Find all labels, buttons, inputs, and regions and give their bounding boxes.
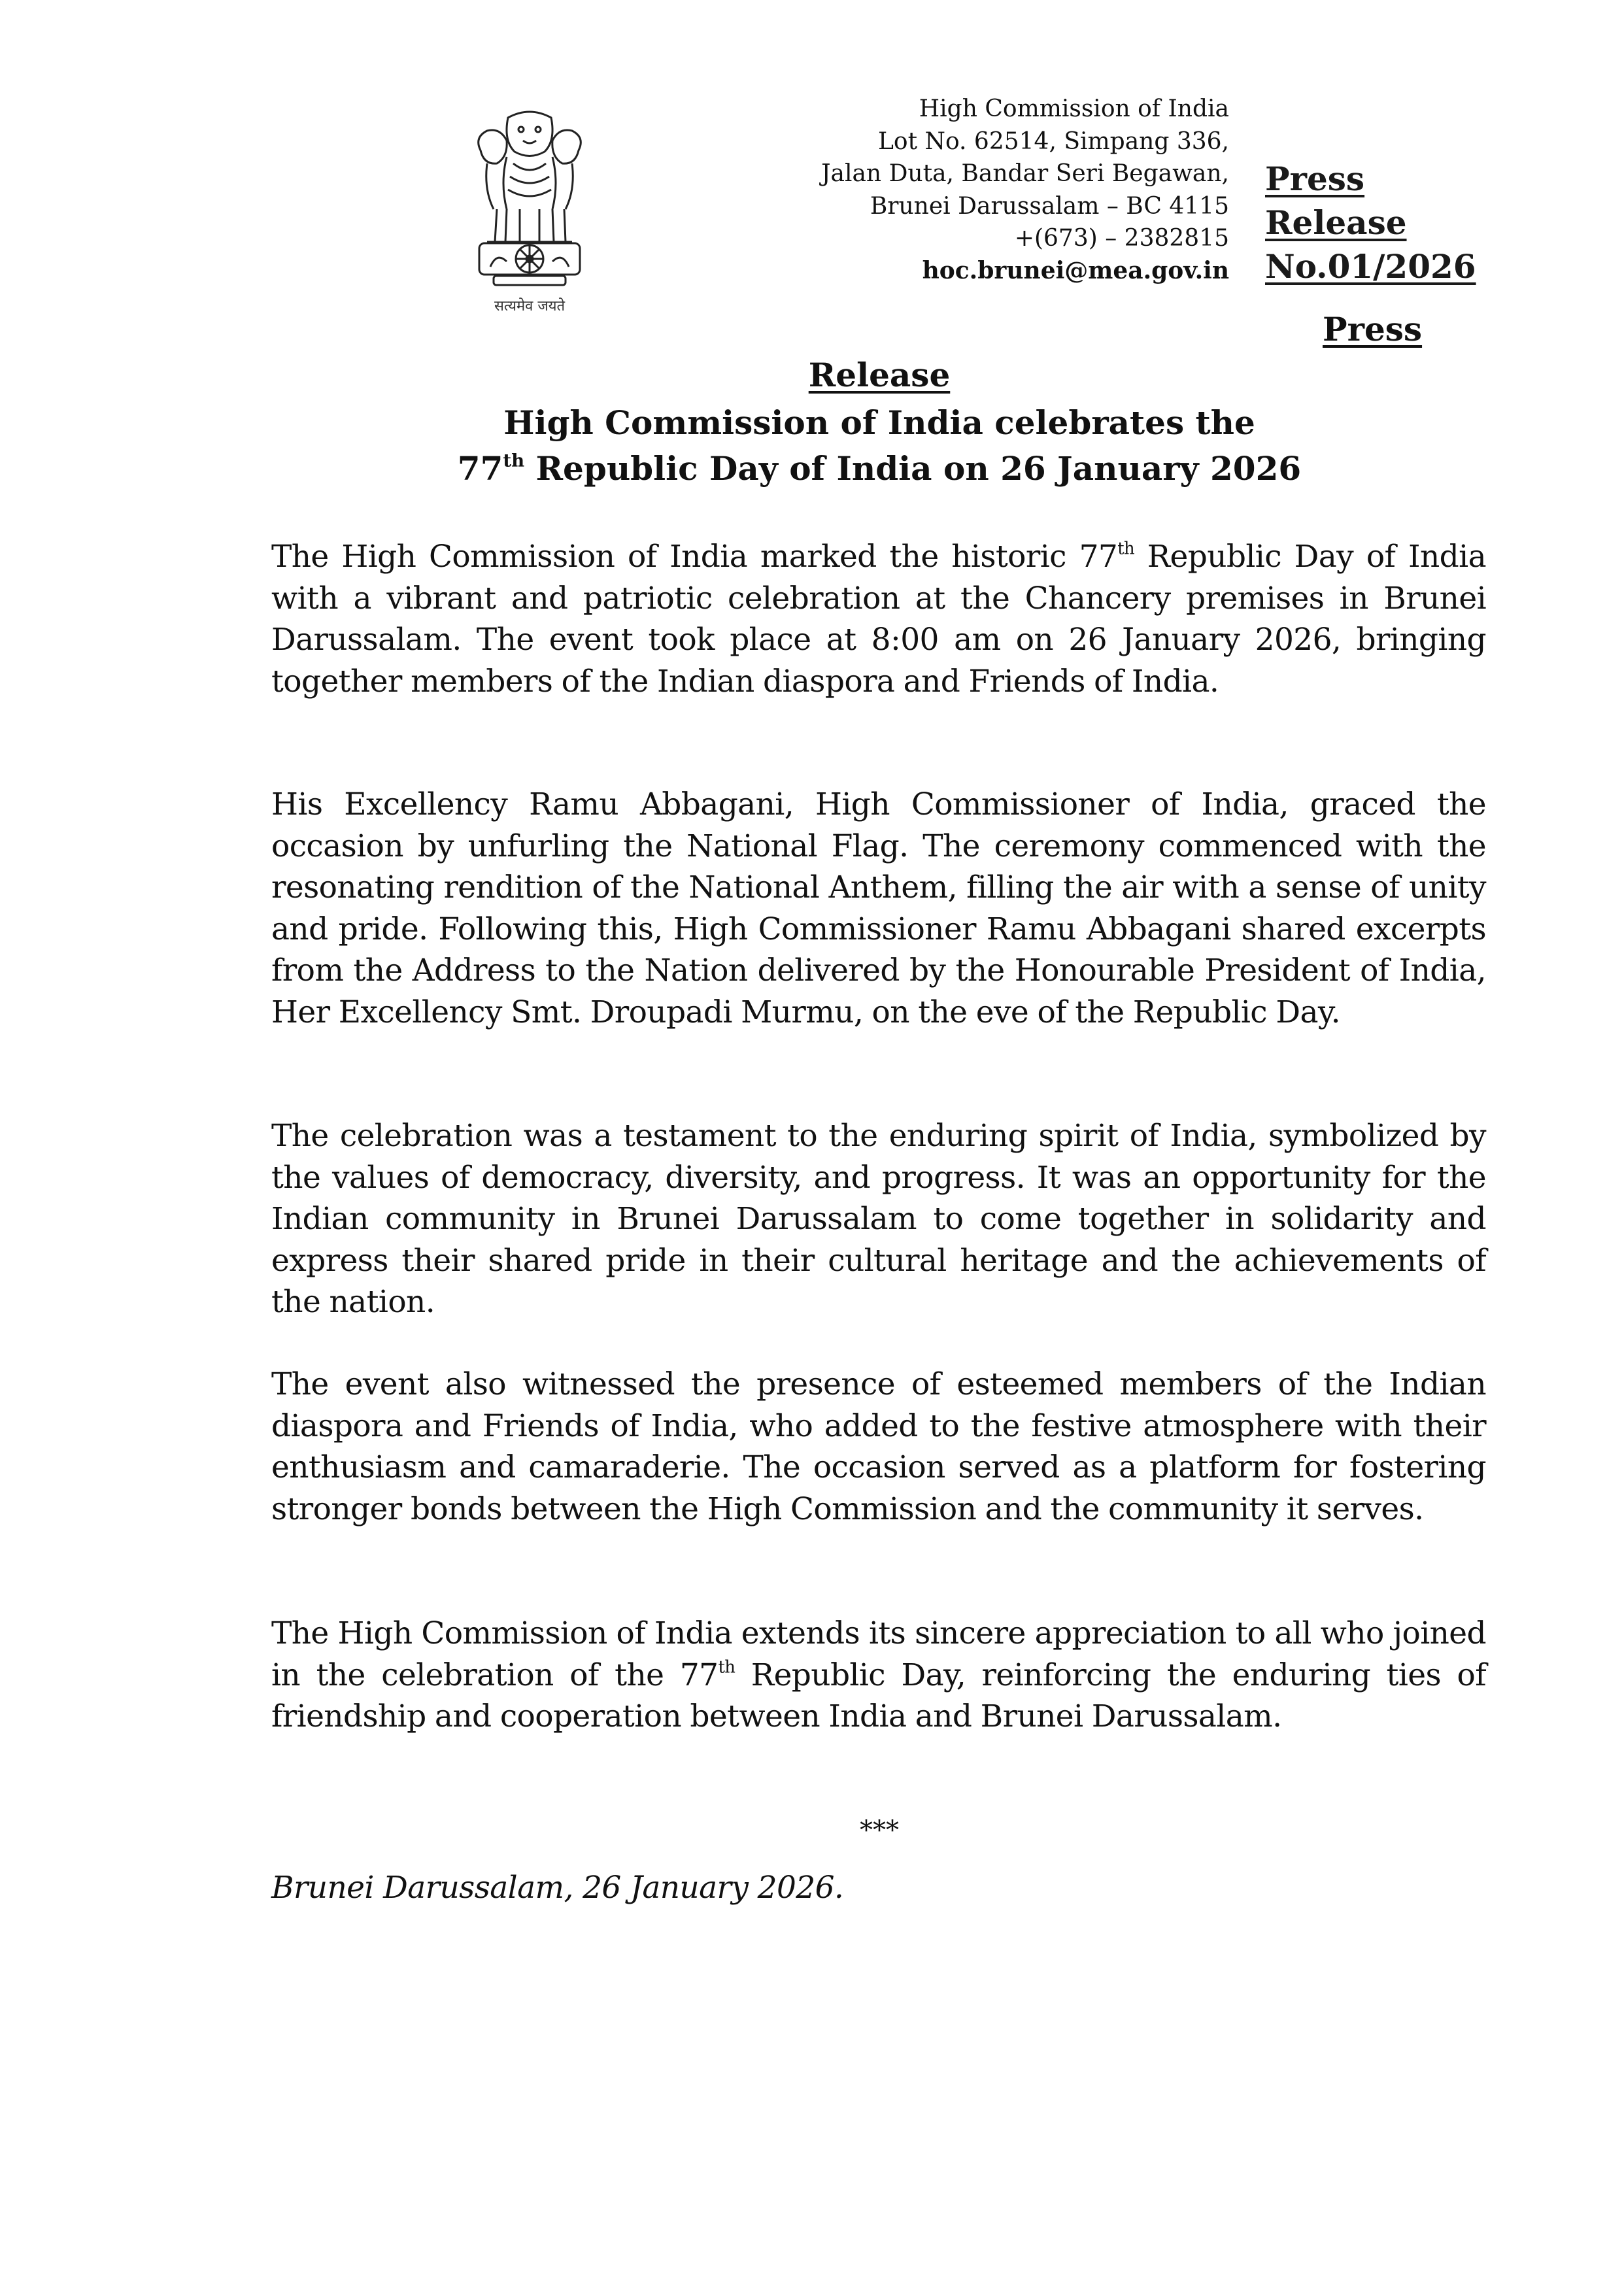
address-line-3: Brunei Darussalam – BC 4115: [870, 192, 1229, 220]
pr-number-line-2: Release: [1265, 203, 1407, 242]
paragraph-1-text-b: Republic Day of India with a vibrant and patriotic celebration at the Chancery premises in Brunei Darussalam. The event took place at 8:00 am on 26 January 2026, bringing together members of the Indian diaspora and Friends of India.: [271, 539, 1486, 700]
organization-name: High Commission of India: [919, 95, 1229, 122]
phone-number: +(673) – 2382815: [1014, 225, 1229, 252]
address-line-2: Jalan Duta, Bandar Seri Begawan,: [821, 160, 1229, 187]
body-paragraph-5: [271, 1613, 1486, 1738]
address-block: [821, 93, 1229, 287]
title-line-1: High Commission of India celebrates the: [503, 403, 1255, 442]
paragraph-5-text-b: Republic Day, reinforcing the enduring ties of friendship and cooperation between India and Brunei Darussalam.: [271, 1657, 1486, 1734]
ordinal-suffix: th: [1117, 539, 1135, 559]
page-title: [0, 400, 1624, 492]
body-paragraph-1: [271, 536, 1486, 702]
emblem-motto: सत्यमेव जयते: [494, 298, 566, 314]
title-ordinal-number: 77: [457, 449, 503, 488]
address-line-1: Lot No. 62514, Simpang 336,: [878, 127, 1229, 155]
national-emblem-icon: [467, 105, 592, 327]
press-release-number: [1265, 157, 1476, 288]
pr-number-line-1: Press: [1265, 160, 1365, 198]
dateline: Brunei Darussalam, 26 January 2026.: [271, 1870, 844, 1906]
paragraph-5-text-a: The High Commission of India extends its sincere appreciation to all who joined in the celebration of the 77: [271, 1615, 1486, 1693]
title-line-2: [0, 446, 1624, 492]
ordinal-suffix: th: [718, 1657, 736, 1678]
title-line-2-rest: Republic Day of India on 26 January 2026: [524, 449, 1302, 488]
body-paragraph-4: The event also witnessed the presence of esteemed members of the Indian diaspora and Friends of India, who added to the festive atmosphere with their enthusiasm and camaraderie. The occasion served as a platform for fostering stronger bonds between the High Commission and the community it serves.: [271, 1366, 1486, 1527]
heading-label-release: [0, 356, 1624, 395]
body-paragraph-3: The celebration was a testament to the enduring spirit of India, symbolized by the values of democracy, diversity, and progress. It was an opportunity for the Indian community in Brunei Darussalam to come together in solidarity and express their shared pride in their cultural heritage and the achievements of the nation.: [271, 1118, 1486, 1320]
email-address[interactable]: hoc.brunei@mea.gov.in: [922, 256, 1229, 284]
paragraph-1-text-a: The High Commission of India marked the historic 77: [271, 539, 1118, 575]
heading-label-press: Press: [1323, 310, 1423, 348]
body-paragraph-2: His Excellency Ramu Abbagani, High Commissioner of India, graced the occasion by unfurling the National Flag. The ceremony commenced with the resonating rendition of the National Anthem, filling the air with a sense of unity and pride. Following this, High Commissioner Ramu Abbagani shared excerpts from the Address to the Nation delivered by the Honourable President of India, Her Excellency Smt. Droupadi Murmu, on the eve of the Republic Day.: [271, 786, 1486, 1030]
pr-number-line-3: No.01/2026: [1265, 247, 1476, 286]
title-ordinal-suffix: th: [503, 450, 525, 471]
end-separator: ***: [860, 1815, 899, 1846]
heading-label-release-text: Release: [808, 356, 951, 394]
